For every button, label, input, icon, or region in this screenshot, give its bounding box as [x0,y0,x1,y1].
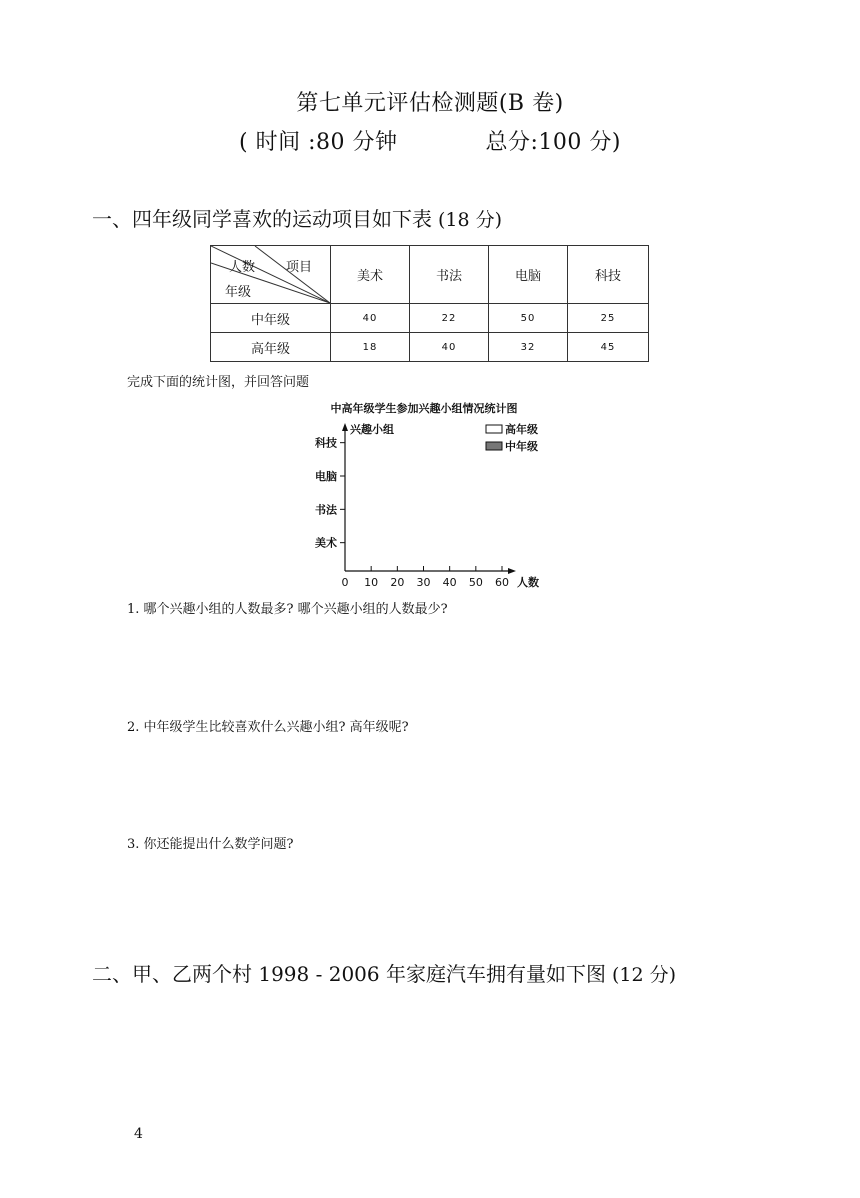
section-1-points: (18 分) [438,209,503,231]
table-cell: 32 [489,333,568,362]
table-cell: 45 [568,333,649,362]
y-tick-label: 科技 [315,436,337,450]
section-1-title: 一、四年级同学喜欢的运动项目如下表 [92,207,432,231]
legend-label-middle: 中年级 [505,440,538,453]
table-row [211,333,649,362]
table-cell: 22 [410,304,489,333]
corner-label-item: 项目 [286,260,313,275]
section-1-heading [92,203,502,232]
table-cell: 18 [331,333,410,362]
exam-info [0,125,860,156]
legend-label-senior: 高年级 [505,423,538,436]
x-tick-label: 60 [495,576,509,589]
y-tick-label: 电脑 [315,470,337,483]
row-label: 中年级 [211,304,331,333]
legend-swatch-senior [486,425,502,433]
chart-instruction: 完成下面的统计图，并回答问题 [127,375,310,390]
x-tick-group [342,566,510,589]
section-2-points: (12 分) [611,964,677,986]
row-label: 高年级 [211,333,331,362]
interest-group-chart [290,396,560,592]
x-tick-label: 30 [416,576,431,589]
x-tick-label: 20 [390,576,405,589]
x-tick-label: 10 [364,576,379,589]
table-cell: 25 [568,304,649,333]
x-tick-label: 0 [341,576,349,589]
section-2-heading [92,958,676,987]
column-header: 美术 [331,246,410,304]
corner-label-count: 人数 [229,260,256,275]
table-row [211,304,649,333]
column-header: 科技 [568,246,649,304]
x-axis-label: 人数 [517,576,539,589]
chart-title: 中高年级学生参加兴趣小组情况统计图 [330,402,518,415]
column-header: 书法 [410,246,489,304]
exam-time: ( 时间 :80 分钟 [239,130,398,155]
question-1: 1. 哪个兴趣小组的人数最多? 哪个兴趣小组的人数最少? [127,602,448,617]
y-axis-label: 兴趣小组 [350,423,394,436]
y-axis-arrow [342,423,348,431]
corner-label-grade: 年级 [225,285,252,300]
column-header: 电脑 [489,246,568,304]
table-cell: 50 [489,304,568,333]
table-header-row [211,246,649,304]
question-2: 2. 中年级学生比较喜欢什么兴趣小组? 高年级呢? [127,720,409,735]
legend-swatch-middle [486,442,502,450]
table-corner-cell [211,246,331,304]
sports-table [210,245,649,362]
x-axis-arrow [508,568,516,574]
page-title: 第七单元评估检测题(B 卷) [296,91,564,116]
x-tick-label: 40 [442,576,457,589]
exam-total-score: 总分:100 分) [485,130,621,155]
x-tick-label: 50 [468,576,483,589]
y-tick-label: 美术 [315,536,337,550]
question-3: 3. 你还能提出什么数学问题? [127,837,294,852]
page-number: 4 [134,1126,143,1142]
section-2-title: 二、甲、乙两个村 1998 - 2006 年家庭汽车拥有量如下图 [92,962,606,986]
y-tick-group [314,436,345,550]
table-cell: 40 [331,304,410,333]
table-cell: 40 [410,333,489,362]
y-tick-label: 书法 [315,503,337,517]
